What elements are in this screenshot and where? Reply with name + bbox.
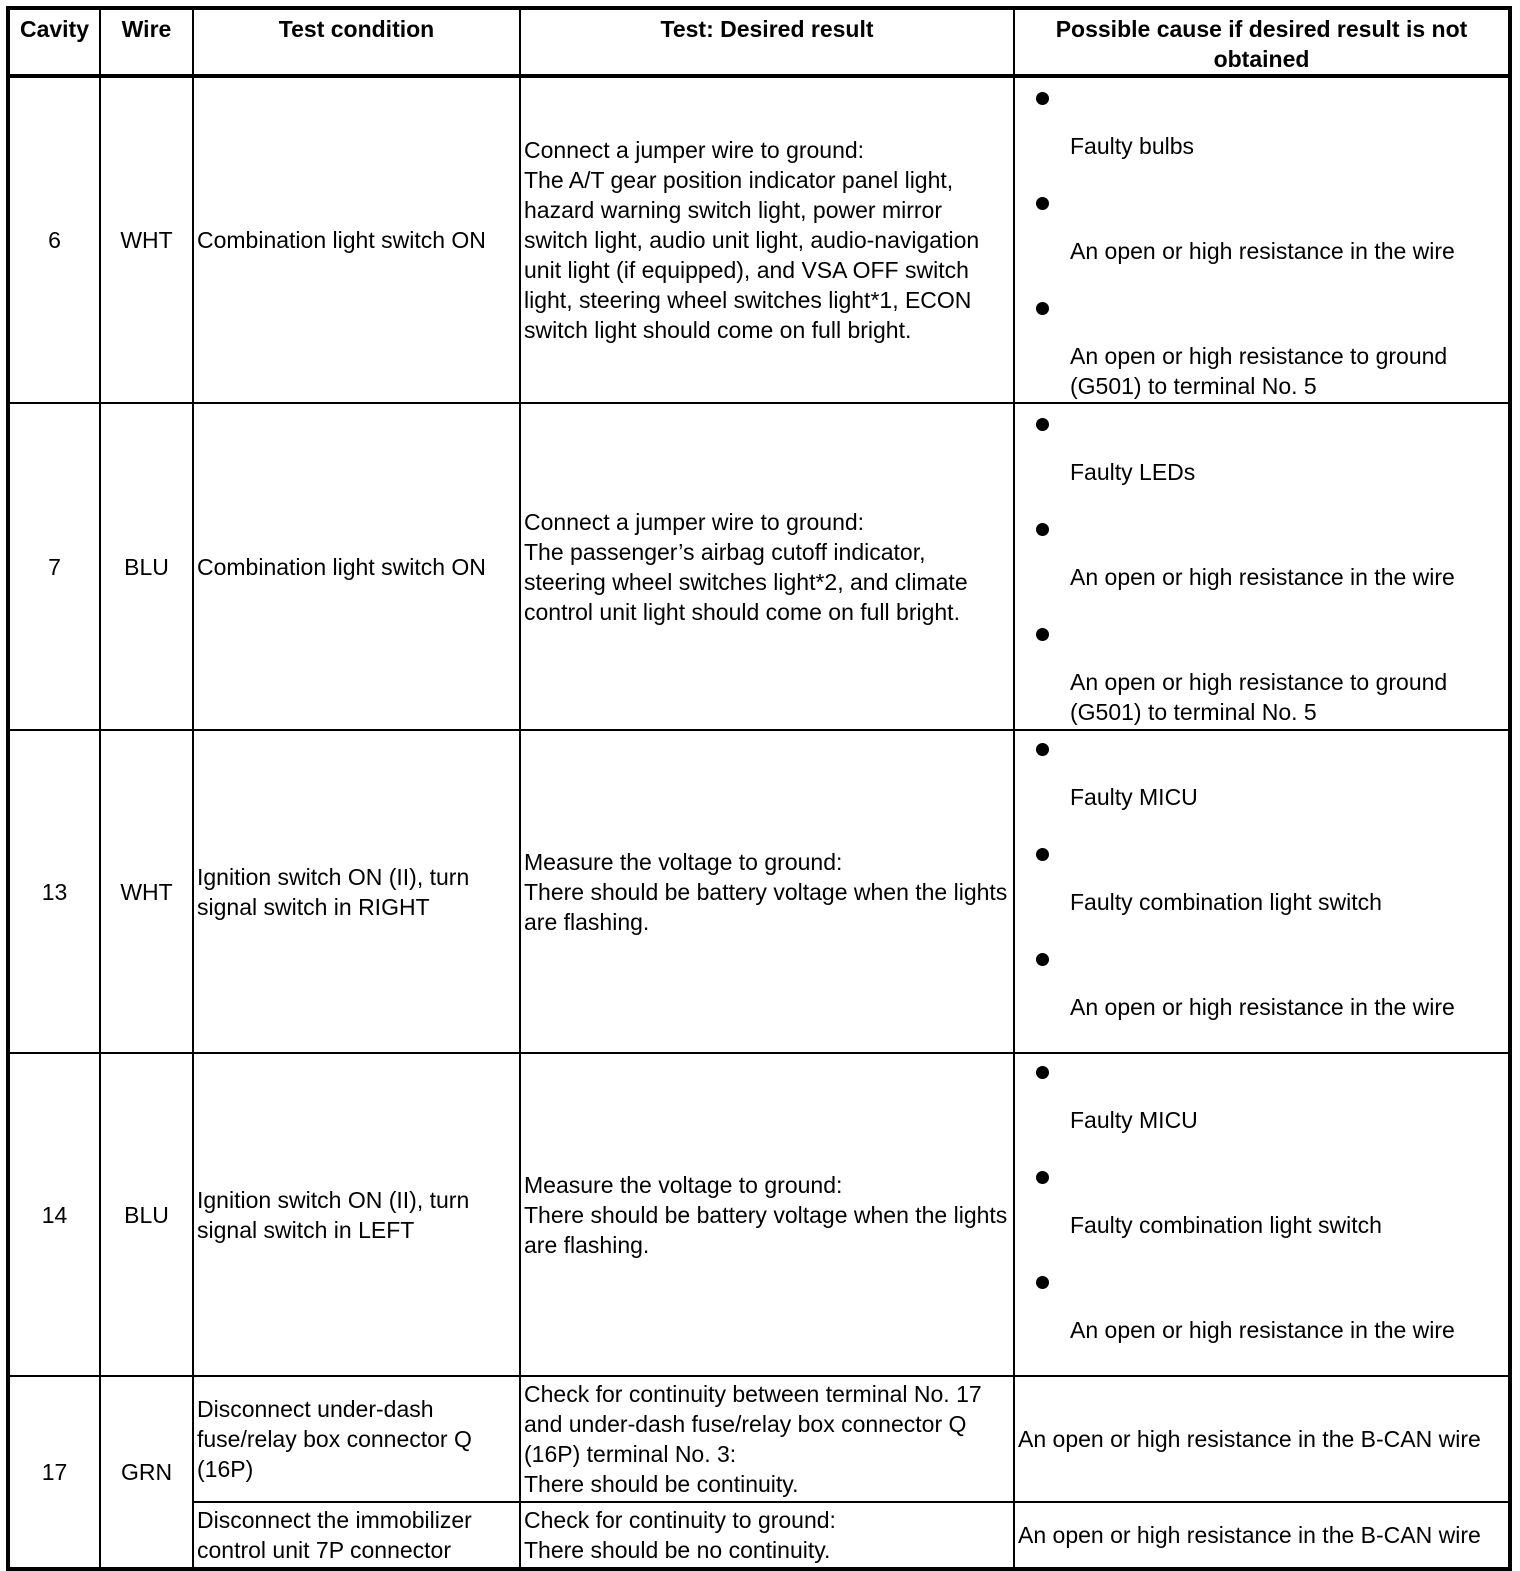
table-row: [8, 1376, 1510, 1502]
bullet-icon: [1036, 1276, 1049, 1289]
header-possible-cause: Possible cause if desired result is not obtained: [1014, 8, 1510, 76]
condition-cell: Disconnect under-dash fuse/relay box connector Q (16P): [193, 1376, 520, 1502]
result-cell: Check for continuity between terminal No. 17 and under-dash fuse/relay box connector Q (16P) terminal No. 3: There should be continuity.: [520, 1376, 1014, 1502]
bullet-icon: [1036, 302, 1049, 315]
bullet-icon: [1036, 953, 1049, 966]
result-cell: Measure the voltage to ground: There should be battery voltage when the lights are flashing.: [520, 1053, 1014, 1376]
causes-cell: [1014, 1053, 1510, 1376]
cause-text: An open or high resistance to ground (G501) to terminal No. 5: [1070, 669, 1448, 725]
cause-list: [1018, 1054, 1505, 1375]
wire-cell: BLU: [100, 1053, 193, 1376]
cause-item: [1018, 1165, 1505, 1270]
bullet-icon: [1036, 628, 1049, 641]
cause-text: Faulty MICU: [1070, 1107, 1198, 1133]
cause-list: [1018, 80, 1505, 401]
cavity-cell: 6: [8, 76, 100, 403]
bullet-icon: [1036, 523, 1049, 536]
wire-cell: GRN: [100, 1376, 193, 1569]
table-row: [8, 1053, 1510, 1376]
cause-text: An open or high resistance to ground (G501) to terminal No. 5: [1070, 342, 1448, 399]
cause-item: [1018, 947, 1505, 1052]
condition-cell: Ignition switch ON (II), turn signal switch in LEFT: [193, 1053, 520, 1376]
header-wire: Wire: [100, 8, 193, 76]
cause-item: [1018, 412, 1505, 517]
bullet-icon: [1036, 848, 1049, 861]
diagnostic-table: [6, 6, 1512, 1571]
cause-text: Faulty bulbs: [1070, 132, 1195, 159]
bullet-icon: [1036, 743, 1049, 756]
condition-cell: Ignition switch ON (II), turn signal switch in RIGHT: [193, 730, 520, 1053]
cavity-cell: 14: [8, 1053, 100, 1376]
causes-cell: [1014, 76, 1510, 403]
bullet-icon: [1036, 1066, 1049, 1079]
result-cell: Check for continuity to ground: There should be no continuity.: [520, 1502, 1014, 1569]
cavity-cell: 13: [8, 730, 100, 1053]
cause-text: Faulty combination light switch: [1070, 889, 1382, 915]
cause-item: [1018, 191, 1505, 296]
cause-text: An open or high resistance in the wire: [1070, 994, 1455, 1020]
wire-cell: WHT: [100, 730, 193, 1053]
bullet-icon: [1036, 197, 1049, 210]
header-cavity: Cavity: [8, 8, 100, 76]
bullet-icon: [1036, 1171, 1049, 1184]
table-row: [8, 76, 1510, 403]
cause-item: [1018, 622, 1505, 727]
result-cell: Connect a jumper wire to ground: The A/T gear position indicator panel light, hazard warning switch light, power mirror switch light, audio unit light, audio-navigation unit light (if equipped), and VSA OFF switch light, steering wheel switches light*1, ECON switch light should come on full bright.: [520, 76, 1014, 403]
bullet-icon: [1036, 418, 1049, 431]
cause-item: [1018, 86, 1505, 191]
cause-item: [1018, 296, 1505, 401]
header-desired-result: Test: Desired result: [520, 8, 1014, 76]
table-row: [8, 1502, 1510, 1569]
cavity-cell: 7: [8, 403, 100, 730]
cause-list: [1018, 406, 1505, 727]
wire-cell: WHT: [100, 76, 193, 403]
cause-cell: An open or high resistance in the B-CAN wire: [1014, 1376, 1510, 1502]
cavity-cell: 17: [8, 1376, 100, 1569]
cause-cell: An open or high resistance in the B-CAN wire: [1014, 1502, 1510, 1569]
cause-text: Faulty MICU: [1070, 784, 1198, 810]
condition-cell: Combination light switch ON: [193, 403, 520, 730]
causes-cell: [1014, 730, 1510, 1053]
result-cell: Measure the voltage to ground: There should be battery voltage when the lights are flashing.: [520, 730, 1014, 1053]
cause-item: [1018, 517, 1505, 622]
table-row: [8, 403, 1510, 730]
cause-text: Faulty LEDs: [1070, 459, 1196, 485]
condition-cell: Disconnect the immobilizer control unit 7P connector: [193, 1502, 520, 1569]
causes-cell: [1014, 403, 1510, 730]
cause-text: Faulty combination light switch: [1070, 1212, 1382, 1238]
cause-item: [1018, 737, 1505, 842]
cause-text: An open or high resistance in the wire: [1070, 564, 1455, 590]
header-test-condition: Test condition: [193, 8, 520, 76]
result-cell: Connect a jumper wire to ground: The passenger’s airbag cutoff indicator, steering wheel switches light*2, and climate control unit light should come on full bright.: [520, 403, 1014, 730]
cause-list: [1018, 731, 1505, 1052]
header-row: [8, 8, 1510, 76]
cause-item: [1018, 1270, 1505, 1375]
wire-cell: BLU: [100, 403, 193, 730]
cause-item: [1018, 842, 1505, 947]
cause-text: An open or high resistance in the wire: [1070, 237, 1455, 264]
condition-cell: Combination light switch ON: [193, 76, 520, 403]
cause-item: [1018, 1060, 1505, 1165]
table-row: [8, 730, 1510, 1053]
bullet-icon: [1036, 92, 1049, 105]
cause-text: An open or high resistance in the wire: [1070, 1317, 1455, 1343]
